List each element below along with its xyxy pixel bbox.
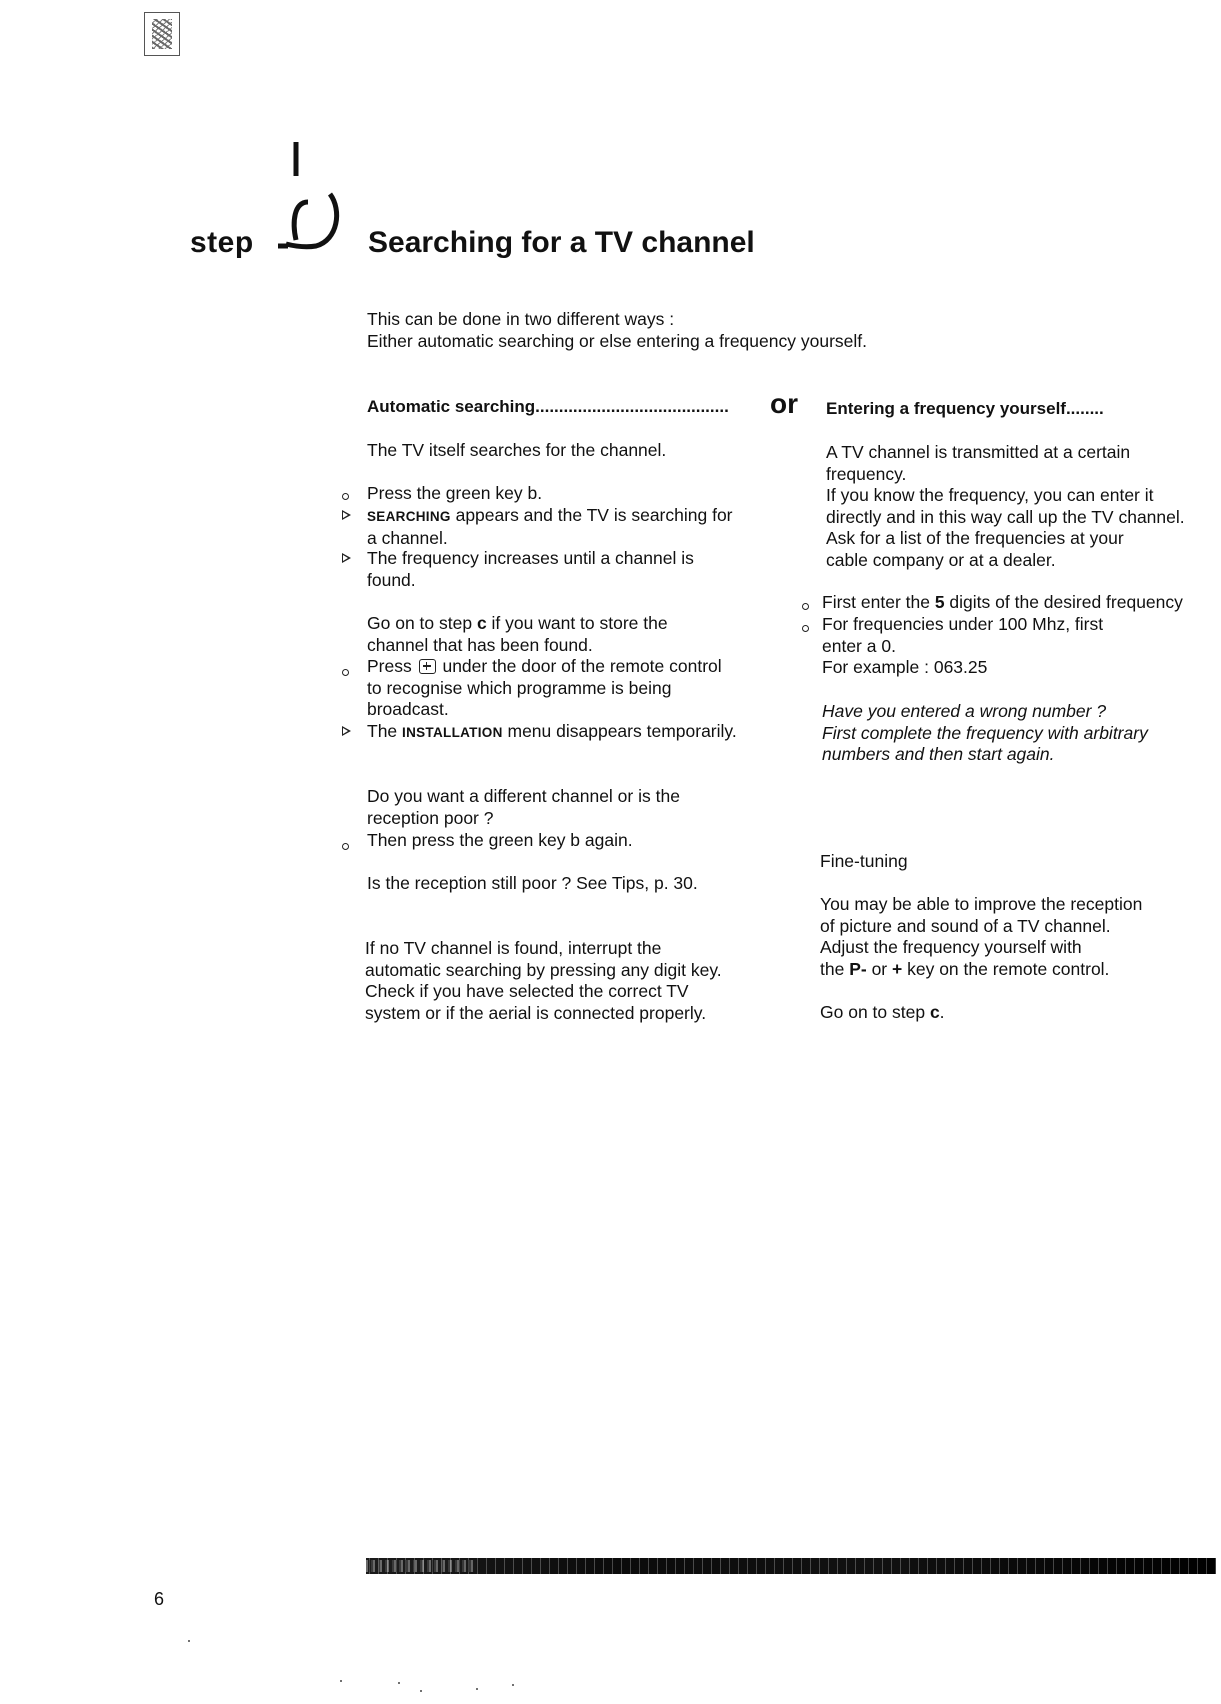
left-bullet-1: Press the green key b. — [367, 483, 543, 503]
left-paragraph-1: The TV itself searches for the channel. — [367, 440, 667, 460]
go-to-step-text: Go on to step c. — [820, 1002, 945, 1022]
footer-bar — [366, 1558, 1216, 1574]
left-paragraph-3: Do you want a different channel or is the reception poor ? — [367, 786, 680, 828]
step-b-glyph-icon — [276, 140, 368, 270]
right-bullet-2: For frequencies under 100 Mhz, first enter a 0. For example : 063.25 — [822, 614, 1104, 677]
intro-text: This can be done in two different ways : Either automatic searching or else entering a frequency yourself. — [367, 309, 867, 351]
left-bullet-4: Press under the door of the remote control to recognise which programme is being broadcast. — [367, 656, 722, 719]
right-bullet-1: First enter the 5 digits of the desired frequency — [822, 592, 1183, 612]
scan-speck — [420, 1690, 422, 1692]
left-bullet-6: Then press the green key b again. — [367, 830, 633, 850]
scan-speck — [512, 1684, 514, 1686]
remote-key-plus-icon — [419, 659, 436, 674]
left-bullet-3: The frequency increases until a channel is found. — [367, 548, 694, 590]
fine-tuning-heading: Fine-tuning — [820, 851, 908, 871]
scan-speck — [476, 1688, 478, 1690]
corner-stamp-icon — [144, 12, 180, 56]
circle-bullet-icon — [342, 843, 349, 850]
circle-bullet-icon — [802, 625, 809, 632]
left-paragraph-4: Is the reception still poor ? See Tips, p. 30. — [367, 873, 698, 893]
step-label: step — [190, 226, 254, 259]
or-separator: or — [770, 388, 798, 419]
left-bullet-5: The INSTALLATION menu disappears temporarily. — [367, 721, 737, 741]
scan-speck — [398, 1682, 400, 1684]
page-number: 6 — [154, 1589, 165, 1609]
circle-bullet-icon — [802, 603, 809, 610]
circle-bullet-icon — [342, 669, 349, 676]
left-bullet-2: SEARCHING appears and the TV is searching for a channel. — [367, 505, 733, 548]
right-italic-note: Have you entered a wrong number ? First complete the frequency with arbitrary numbers and then start again. — [822, 701, 1148, 764]
left-paragraph-5: If no TV channel is found, interrupt the automatic searching by pressing any digit key. Check if you have selected the correct TV system or if the aerial is connected properly. — [365, 938, 722, 1023]
page-title: Searching for a TV channel — [368, 226, 755, 259]
triangle-bullet-icon — [342, 553, 351, 563]
scan-speck — [188, 1640, 190, 1642]
triangle-bullet-icon — [342, 510, 351, 520]
entering-frequency-heading: Entering a frequency yourself........ — [826, 399, 1104, 418]
triangle-bullet-icon — [342, 726, 351, 736]
automatic-searching-heading: Automatic searching......................................... — [367, 397, 729, 416]
left-paragraph-2: Go on to step c if you want to store the channel that has been found. — [367, 613, 668, 655]
fine-tuning-text: You may be able to improve the reception of picture and sound of a TV channel. Adjust the frequency yourself with the P- or + key on the remote control. — [820, 894, 1143, 979]
circle-bullet-icon — [342, 493, 349, 500]
scan-speck — [340, 1680, 342, 1682]
right-paragraph-1: A TV channel is transmitted at a certain frequency. If you know the frequency, you can enter it directly and in this way call up the TV channel. Ask for a list of the frequencies at your cable company or at a dealer. — [826, 442, 1185, 570]
